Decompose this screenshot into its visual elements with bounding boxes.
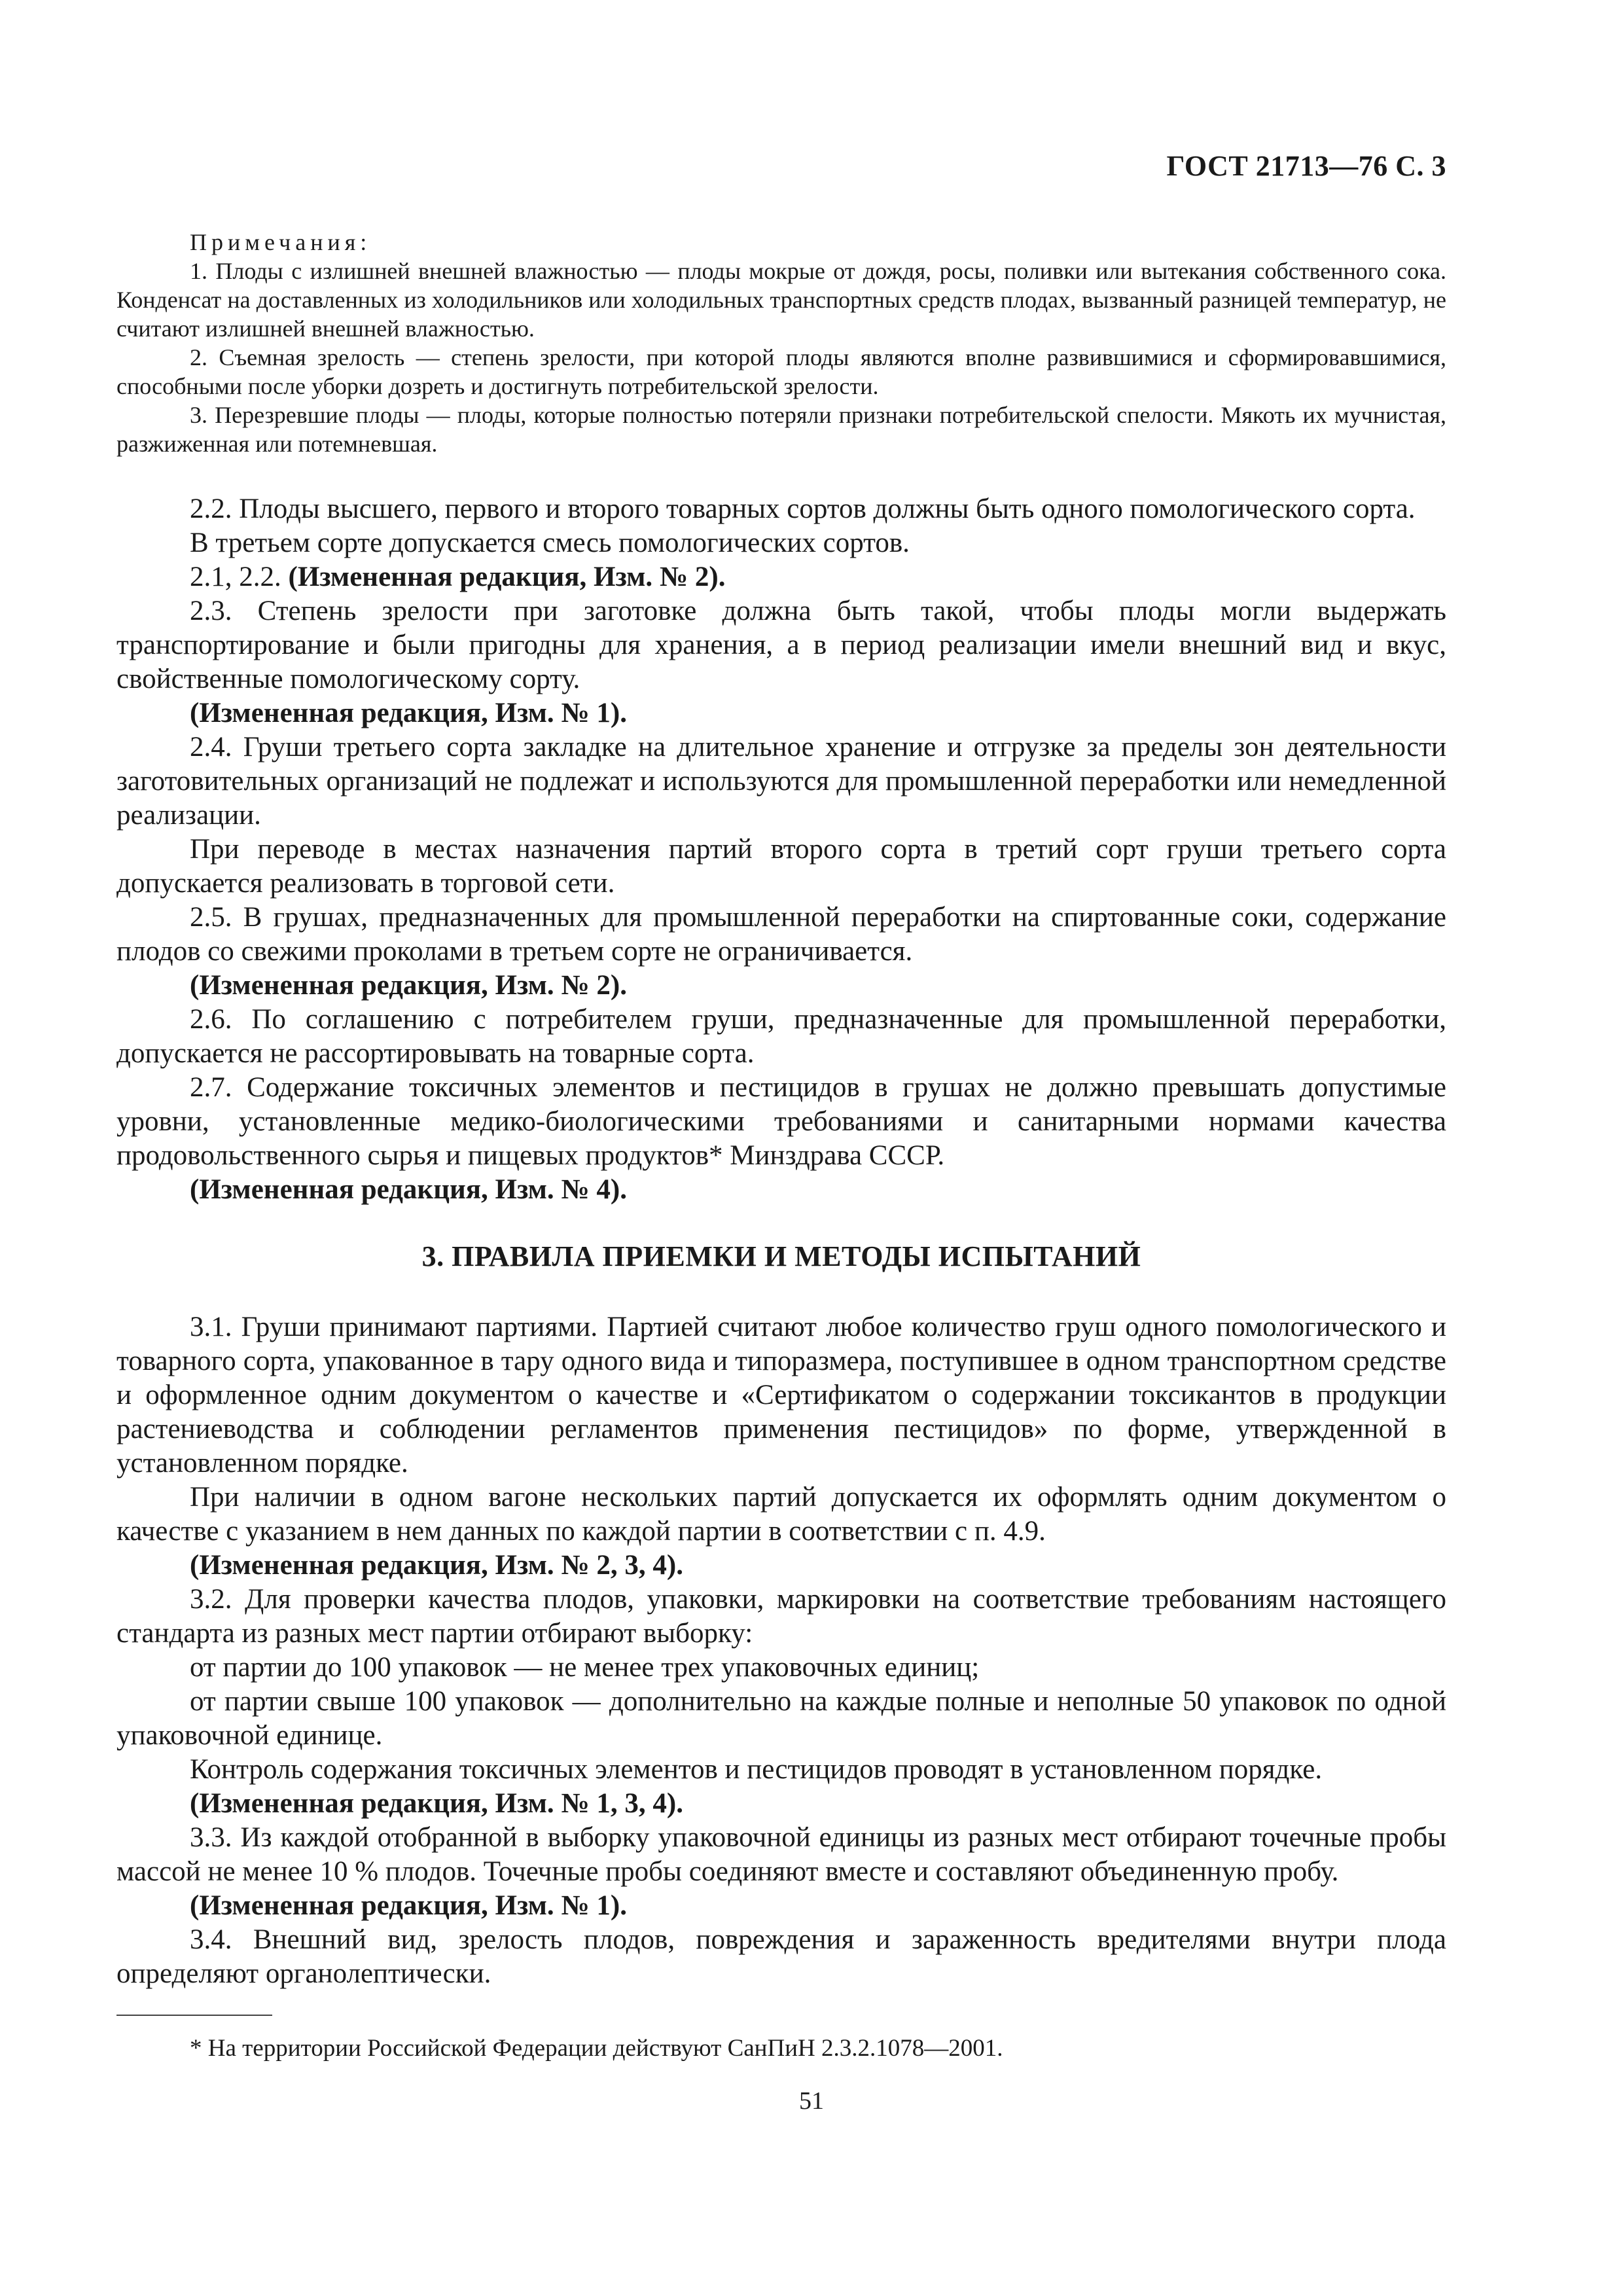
note-item: 2. Съемная зрелость — степень зрелости, при которой плоды являются вполне развившимися и сформировавшимися, способными после уборки дозреть и достигнуть потребительской зрелости. (116, 344, 1446, 399)
amendment-note: (Измененная редакция, Изм. № 1). (190, 698, 627, 728)
paragraph-3-2-b: от партии до 100 упаковок — не менее трех упаковочных единиц; (190, 1652, 980, 1683)
paragraph-3-3: 3.3. Из каждой отобранной в выборку упаковочной единицы из разных мест отбирают точечные пробы массой не менее 10 % плодов. Точечные пробы соединяют вместе и составляют объединенную пробу. (116, 1822, 1446, 1887)
paragraph-3-2-c: от партии свыше 100 упаковок — дополнительно на каждые полные и неполные 50 упаковок по одной упаковочной единице. (116, 1686, 1446, 1751)
paragraph-3-2: 3.2. Для проверки качества плодов, упаковки, маркировки на соответствие требованиям настоящего стандарта из разных мест партии отбирают выборку: (116, 1584, 1446, 1649)
amendment-clause-ref: 2.1, 2.2. (190, 562, 281, 592)
paragraph-2-4: 2.4. Груши третьего сорта закладке на длительное хранение и отгрузке за пределы зон деятельности заготовительных организаций не подлежат и используются для промышленной переработки или немедленной реализации. (116, 732, 1446, 831)
amendment-note: (Измененная редакция, Изм. № 1, 3, 4). (190, 1788, 683, 1819)
paragraph-2-4-b: При переводе в местах назначения партий второго сорта в третий сорт груши третьего сорта допускается реализовать в торговой сети. (116, 834, 1446, 899)
paragraph-3-4: 3.4. Внешний вид, зрелость плодов, повреждения и зараженность вредителями внутри плода определяют органолептически. (116, 1924, 1446, 1989)
note-item: 1. Плоды с излишней внешней влажностью — плоды мокрые от дождя, росы, поливки или вытекания собственного сока. Конденсат на доставленных из холодильников или холодильных транспортных средств плодах, вызванный разницей температур, не считают излишней внешней влажностью. (116, 258, 1446, 342)
document-designation: ГОСТ 21713—76 С. 3 (1166, 150, 1446, 182)
paragraph-2-3: 2.3. Степень зрелости при заготовке должна быть такой, чтобы плоды могли выдержать транспортирование и были пригодны для хранения, а в период реализации имели внешний вид и вкус, свойственные помологическому сорту. (116, 596, 1446, 694)
amendment-line (116, 560, 1446, 594)
amendment-note: (Измененная редакция, Изм. № 2). (190, 970, 627, 1001)
notes-title: Примечания: (190, 229, 372, 255)
paragraph-3-2-d: Контроль содержания токсичных элементов и пестицидов проводят в установленном порядке. (190, 1754, 1323, 1785)
paragraph-3-1-b: При наличии в одном вагоне нескольких партий допускается их оформлять одним документом о качестве с указанием в нем данных по каждой партии в соответствии с п. 4.9. (116, 1482, 1446, 1547)
amendment-note: (Измененная редакция, Изм. № 4). (190, 1174, 627, 1205)
main-text (116, 492, 1446, 1991)
paragraph-2-2-b: В третьем сорте допускается смесь помологических сортов. (190, 528, 910, 558)
paragraph-3-1: 3.1. Груши принимают партиями. Партией считают любое количество груш одного помологического и товарного сорта, упакованное в тару одного вида и типоразмера, поступившее в одном транспортном средстве и оформленное одним документом о качестве и «Сертификатом о содержании токсикантов в продукции растениеводства и соблюдении регламентов применения пестицидов» по форме, утвержденной в установленном порядке. (116, 1312, 1446, 1479)
notes-block (116, 228, 1446, 458)
page-number: 51 (799, 2087, 824, 2115)
amendment-note: (Измененная редакция, Изм. № 1). (190, 1890, 627, 1921)
footnote: * На территории Российской Федерации действуют СанПиН 2.3.2.1078—2001. (190, 2035, 1003, 2062)
amendment-note: (Измененная редакция, Изм. № 2). (288, 562, 726, 592)
paragraph-2-7: 2.7. Содержание токсичных элементов и пестицидов в грушах не должно превышать допустимые уровни, установленные медико-биологическими требованиями и санитарными нормами качества продовольственного сырья и пищевых продуктов* Минздрава СССР. (116, 1072, 1446, 1171)
footnote-divider (116, 2015, 272, 2016)
note-item: 3. Перезревшие плоды — плоды, которые полностью потеряли признаки потребительской спелости. Мякоть их мучнистая, разжиженная или потемневшая. (116, 402, 1446, 457)
paragraph-2-6: 2.6. По соглашению с потребителем груши, предназначенные для промышленной переработки, допускается не рассортировывать на товарные сорта. (116, 1004, 1446, 1069)
paragraph-2-5: 2.5. В грушах, предназначенных для промышленной переработки на спиртованные соки, содержание плодов со свежими проколами в третьем сорте не ограничивается. (116, 902, 1446, 967)
amendment-note: (Измененная редакция, Изм. № 2, 3, 4). (190, 1550, 683, 1581)
section-3-title: 3. ПРАВИЛА ПРИЕМКИ И МЕТОДЫ ИСПЫТАНИЙ (421, 1240, 1141, 1272)
paragraph-2-2: 2.2. Плоды высшего, первого и второго товарных сортов должны быть одного помологического сорта. (190, 493, 1416, 524)
